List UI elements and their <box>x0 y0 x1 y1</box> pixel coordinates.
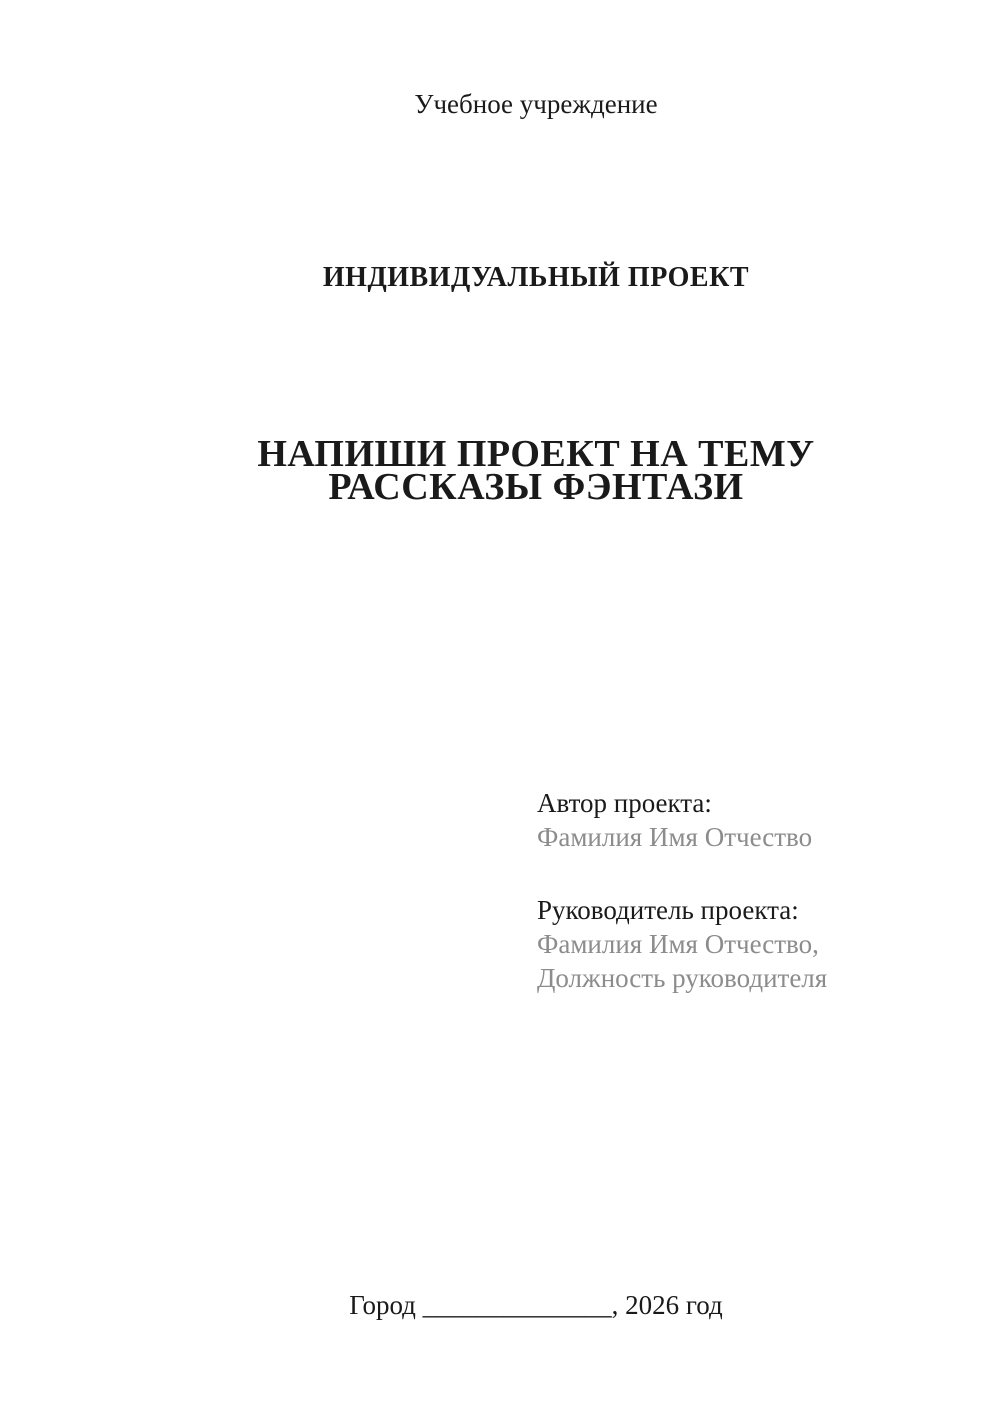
footer-blank-line: ______________ <box>422 1290 612 1320</box>
author-section <box>537 786 827 854</box>
author-name-placeholder: Фамилия Имя Отчество <box>537 822 813 852</box>
credits-block <box>537 786 827 995</box>
footer-year: , 2026 год <box>611 1290 723 1320</box>
project-title-line1: НАПИШИ ПРОЕКТ НА ТЕМУ <box>257 433 815 475</box>
author-label: Автор проекта: <box>537 788 712 818</box>
document-type-heading: ИНДИВИДУАЛЬНЫЙ ПРОЕКТ <box>322 262 750 293</box>
supervisor-label: Руководитель проекта: <box>537 895 799 925</box>
footer-line <box>72 1288 1000 1322</box>
supervisor-name-placeholder: Фамилия Имя Отчество, <box>537 929 819 959</box>
supervisor-section <box>537 893 827 995</box>
project-title <box>72 433 1000 508</box>
footer-city-label: Город <box>349 1290 423 1320</box>
institution-name: Учебное учреждение <box>414 89 658 119</box>
supervisor-position-placeholder: Должность руководителя <box>537 963 828 993</box>
project-title-line2: РАССКАЗЫ ФЭНТАЗИ <box>328 466 744 508</box>
